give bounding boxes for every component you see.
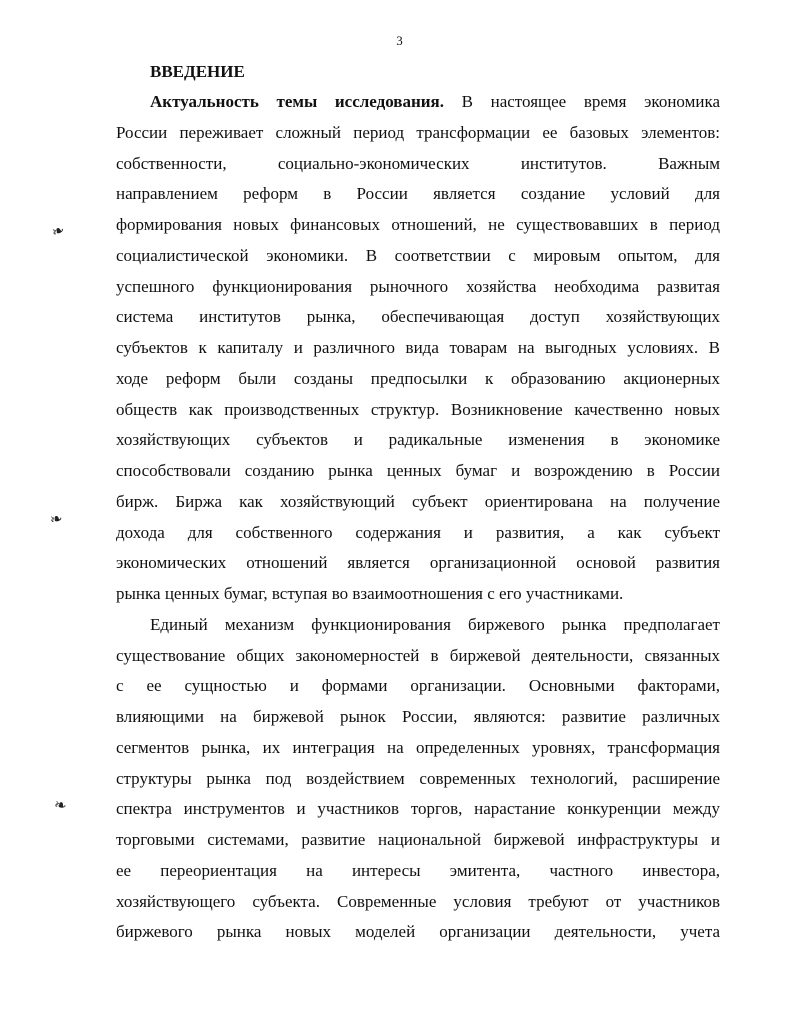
text-line: обществ как производственных структур. Возникновение качественно новых (116, 399, 720, 419)
text-line: существование общих закономерностей в биржевой деятельности, связанных (116, 645, 720, 665)
text-line: собственности, социально-экономических институтов. Важным (116, 153, 720, 173)
text-line: формирования новых финансовых отношений, не существовавших в период (116, 215, 720, 234)
text-line: торговыми системами, развитие национальной биржевой инфраструктуры и (116, 830, 720, 849)
text-line: хозяйствующих субъектов и радикальные изменения в экономике (116, 430, 720, 450)
text-line: ходе реформ были созданы предпосылки к образованию акционерных (116, 368, 720, 388)
text-line: социалистической экономики. В соответствии с мировым опытом, для (116, 245, 720, 265)
text-line: дохода для собственного содержания и развития, а как субъект (116, 522, 720, 542)
text-line: направлением реформ в России является создание условий для (116, 184, 720, 204)
text-line: сегментов рынка, их интеграция на определенных уровнях, трансформация (116, 737, 720, 757)
text-line: экономических отношений является организационной основой развития (116, 553, 720, 573)
text-line-rest: В настоящее время экономика (444, 92, 720, 111)
scan-mark-2: ❧ (48, 511, 64, 529)
text-line: рынка ценных бумаг, вступая во взаимоотношения с его участниками. (116, 584, 624, 603)
text-line (116, 87, 720, 118)
text-line: ее переориентация на интересы эмитента, частного инвестора, (116, 860, 720, 880)
lead-phrase: Актуальность темы исследования. (150, 92, 444, 111)
text-line: спектра инструментов и участников торгов, нарастание конкуренции между (116, 799, 720, 819)
text-line: способствовали созданию рынка ценных бумаг и возрождению в России (116, 461, 720, 480)
scan-mark-1: ❧ (49, 222, 68, 242)
text-line: структуры рынка под воздействием современных технологий, расширение (116, 768, 720, 788)
text-line: субъектов к капиталу и различного вида товарам на выгодных условиях. В (116, 338, 720, 357)
text-line: влияющими на биржевой рынок России, являются: развитие различных (116, 707, 720, 726)
document-body (116, 56, 720, 948)
text-line: с ее сущностью и формами организации. Основными факторами, (116, 676, 720, 696)
section-heading: ВВЕДЕНИЕ (150, 62, 245, 81)
text-line: Единый механизм функционирования биржевого рынка предполагает (150, 614, 720, 634)
text-line: России переживает сложный период трансформации ее базовых элементов: (116, 122, 720, 142)
paragraph-2 (116, 610, 720, 948)
paragraph-1 (116, 87, 720, 610)
text-line: система институтов рынка, обеспечивающая доступ хозяйствующих (116, 307, 720, 327)
text-line: биржевого рынка новых моделей организации деятельности, учета (116, 922, 720, 942)
text-line: бирж. Биржа как хозяйствующий субъект ориентирована на получение (116, 491, 720, 511)
page-number: 3 (396, 33, 403, 48)
text-line: успешного функционирования рыночного хозяйства необходима развитая (116, 276, 720, 296)
scan-mark-3: ❧ (52, 797, 68, 815)
text-line: хозяйствующего субъекта. Современные условия требуют от участников (116, 891, 720, 911)
